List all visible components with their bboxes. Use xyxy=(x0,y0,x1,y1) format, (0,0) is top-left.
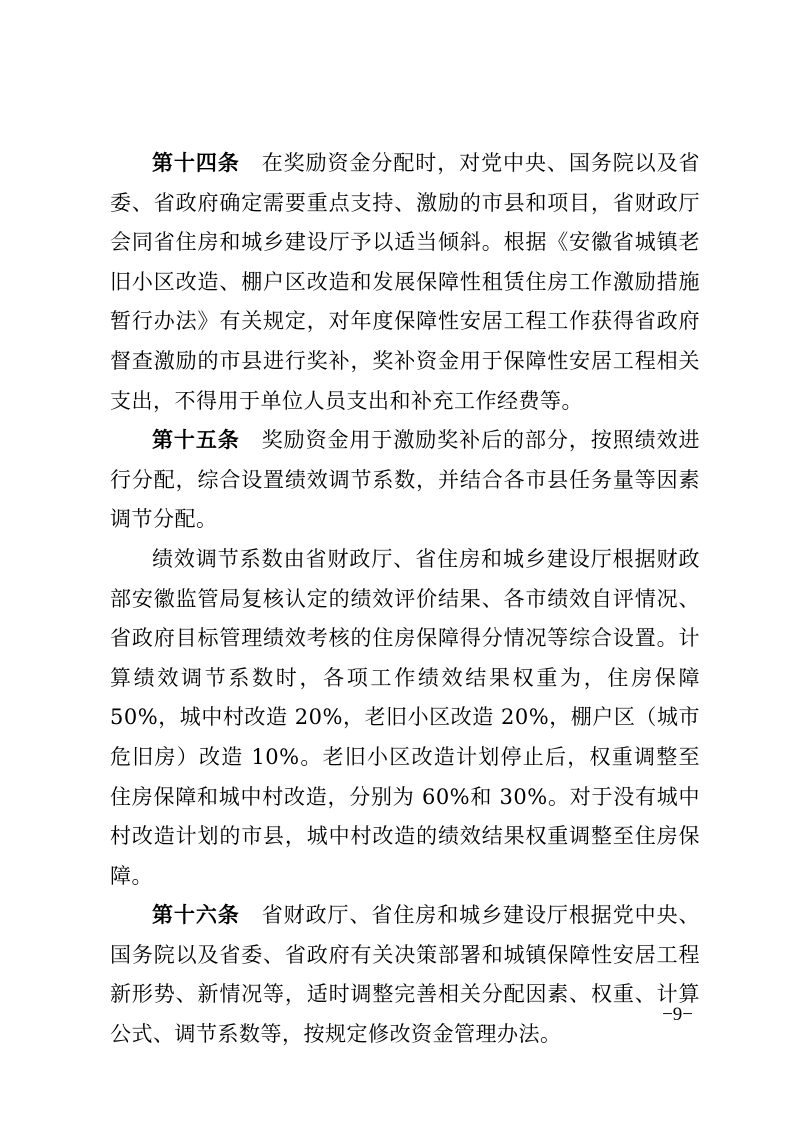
document-body xyxy=(110,144,700,1055)
article-14-paragraph xyxy=(110,144,700,421)
performance-coefficient-paragraph: 绩效调节系数由省财政厅、省住房和城乡建设厅根据财政部安徽监管局复核认定的绩效评价结果、各市绩效自评情况、省政府目标管理绩效考核的住房保障得分情况等综合设置。计算绩效调节系数时，各项工作绩效结果权重为，住房保障 50%，城中村改造 20%，老旧小区改造 20%，棚户区（城市危旧房）改造 10%。老旧小区改造计划停止后，权重调整至住房保障和城中村改造，分别为 60%和 30%。对于没有城中村改造计划的市县，城中村改造的绩效结果权重调整至住房保障。 xyxy=(110,546,700,888)
article-14-text: 在奖励资金分配时，对党中央、国务院以及省委、省政府确定需要重点支持、激励的市县和项目，省财政厅会同省住房和城乡建设厅予以适当倾斜。根据《安徽省城镇老旧小区改造、棚户区改造和发展保障性租赁住房工作激励措施暂行办法》有关规定，对年度保障性安居工程工作获得省政府督查激励的市县进行奖补，奖补资金用于保障性安居工程相关支出，不得用于单位人员支出和补充工作经费等。 xyxy=(110,151,701,413)
page-number: −9− xyxy=(662,1004,693,1025)
article-15-heading: 第十五条 xyxy=(152,428,240,453)
article-16-heading: 第十六条 xyxy=(152,903,240,928)
article-16-paragraph xyxy=(110,896,700,1054)
article-15-paragraph xyxy=(110,421,700,540)
article-15-text: 奖励资金用于激励奖补后的部分，按照绩效进行分配，综合设置绩效调节系数，并结合各市县任务量等因素调节分配。 xyxy=(110,428,701,532)
article-16-text: 省财政厅、省住房和城乡建设厅根据党中央、国务院以及省委、省政府有关决策部署和城镇保障性安居工程新形势、新情况等，适时调整完善相关分配因素、权重、计算公式、调节系数等，按规定修改资金管理办法。 xyxy=(110,903,701,1047)
article-14-heading: 第十四条 xyxy=(152,151,240,175)
